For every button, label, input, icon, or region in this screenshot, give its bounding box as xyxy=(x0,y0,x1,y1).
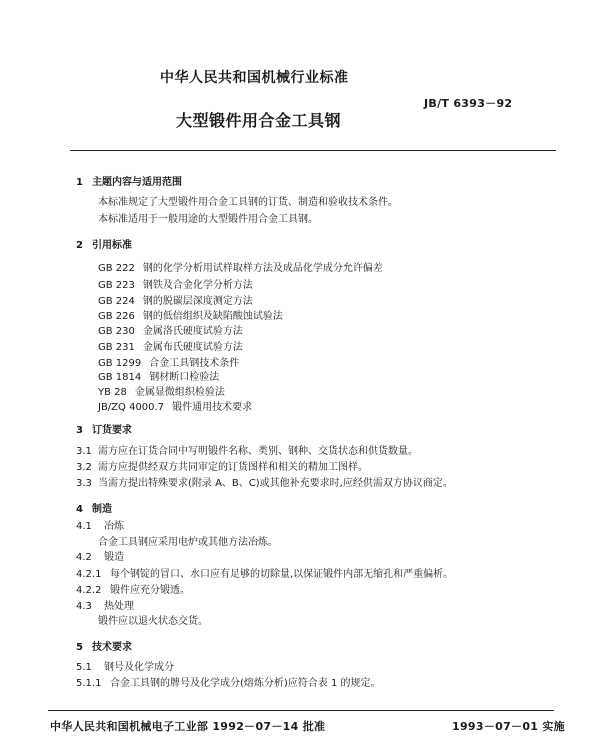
reference-item xyxy=(98,322,243,337)
reference-item xyxy=(98,338,243,353)
footer-divider xyxy=(48,710,554,711)
reference-item xyxy=(98,276,253,291)
subsection-title: 热处理 xyxy=(104,601,134,612)
clause-item xyxy=(76,445,418,459)
document-title: 大型锻件用合金工具钢 xyxy=(176,111,342,130)
clause-text: 当需方提出特殊要求(附录 A、B、C)或其他补充要求时,应经供需双方协议商定。 xyxy=(98,478,453,489)
approval-note: 中华人民共和国机械电子工业部 1992－07－14 批准 xyxy=(50,720,326,733)
section-title: 订货要求 xyxy=(92,425,132,436)
section-2-heading xyxy=(76,236,132,251)
section-5-heading xyxy=(76,638,132,653)
section-title: 制造 xyxy=(92,504,112,515)
subsection-title: 锻造 xyxy=(104,552,124,563)
reference-title: 金属布氏硬度试验方法 xyxy=(142,342,243,353)
reference-item xyxy=(98,368,219,383)
subsection-title: 钢号及化学成分 xyxy=(104,662,174,673)
standard-number: JB/T 6393－92 xyxy=(424,97,513,110)
clause-number: 3.2 xyxy=(76,462,92,473)
reference-code: GB 223 xyxy=(98,280,135,291)
clause-text: 需方应在订货合同中写明锻件名称、类别、钢种、交货状态和供货数量。 xyxy=(98,446,418,457)
clause-item xyxy=(76,677,381,691)
section-number: 3 xyxy=(76,425,83,436)
clause-number: 4.2.2 xyxy=(76,585,102,596)
clause-item xyxy=(76,568,453,582)
reference-title: 合金工具钢技术条件 xyxy=(149,358,240,369)
reference-title: 钢的脱碳层深度测定方法 xyxy=(142,296,253,307)
reference-item xyxy=(98,307,283,322)
clause-number: 5.1 xyxy=(76,662,92,673)
clause-text: 合金工具钢的牌号及化学成分(熔炼分析)应符合表 1 的规定。 xyxy=(110,678,381,689)
clause-number: 4.3 xyxy=(76,601,92,612)
subsection-heading xyxy=(76,551,124,565)
reference-item xyxy=(98,383,225,398)
clause-text: 需方应提供经双方共同审定的订货图样和相关的精加工图样。 xyxy=(98,462,368,473)
subsection-heading xyxy=(76,600,134,614)
reference-title: 钢材断口检验法 xyxy=(149,372,220,383)
clause-item xyxy=(76,461,368,475)
subsection-title: 冶炼 xyxy=(104,521,124,532)
reference-code: GB 226 xyxy=(98,311,135,322)
issuer-name: 中华人民共和国机械行业标准 xyxy=(160,70,349,86)
section-title: 主题内容与适用范围 xyxy=(92,177,182,188)
reference-title: 钢的低倍组织及缺陷酸蚀试验法 xyxy=(142,311,283,322)
section-number: 4 xyxy=(76,504,83,515)
reference-item xyxy=(98,292,253,307)
reference-code: GB 1299 xyxy=(98,358,142,369)
section-4-heading xyxy=(76,500,112,515)
reference-title: 钢的化学分析用试样取样方法及成品化学成分允许偏差 xyxy=(142,263,383,274)
reference-item xyxy=(98,398,252,413)
header-divider xyxy=(70,150,556,151)
clause-number: 4.1 xyxy=(76,521,92,532)
clause-number: 3.3 xyxy=(76,478,92,489)
section-title: 技术要求 xyxy=(92,642,132,653)
paragraph: 本标准规定了大型锻件用合金工具钢的订货、制造和验收技术条件。 xyxy=(98,197,398,208)
paragraph: 本标准适用于一般用途的大型锻件用合金工具钢。 xyxy=(98,214,318,225)
reference-code: GB 1814 xyxy=(98,372,142,383)
clause-number: 5.1.1 xyxy=(76,678,102,689)
section-number: 2 xyxy=(76,240,83,251)
reference-code: GB 230 xyxy=(98,326,135,337)
section-3-heading xyxy=(76,421,132,436)
reference-title: 金属洛氏硬度试验方法 xyxy=(142,326,243,337)
subsection-heading xyxy=(76,661,174,675)
reference-title: 锻件通用技术要求 xyxy=(172,402,253,413)
section-title: 引用标准 xyxy=(92,240,132,251)
reference-code: GB 224 xyxy=(98,296,135,307)
implementation-date: 1993－07－01 实施 xyxy=(452,720,565,733)
section-number: 5 xyxy=(76,642,83,653)
clause-number: 4.2 xyxy=(76,552,92,563)
section-1-heading xyxy=(76,173,182,188)
subsection-heading xyxy=(76,520,124,534)
clause-number: 3.1 xyxy=(76,446,92,457)
section-number: 1 xyxy=(76,177,83,188)
reference-code: GB 231 xyxy=(98,342,135,353)
paragraph: 锻件应以退火状态交货。 xyxy=(98,616,208,627)
reference-title: 金属显微组织检验法 xyxy=(134,387,225,398)
clause-text: 锻件应充分锻透。 xyxy=(110,585,190,596)
reference-item xyxy=(98,259,383,274)
clause-number: 4.2.1 xyxy=(76,569,102,580)
clause-item xyxy=(76,477,453,491)
paragraph: 合金工具钢应采用电炉或其他方法冶炼。 xyxy=(98,537,278,548)
reference-item xyxy=(98,354,239,369)
reference-code: GB 222 xyxy=(98,263,135,274)
reference-code: JB/ZQ 4000.7 xyxy=(98,402,165,413)
clause-text: 每个钢锭的冒口、水口应有足够的切除量,以保证锻件内部无缩孔和严重偏析。 xyxy=(110,569,454,580)
reference-code: YB 28 xyxy=(98,387,127,398)
reference-title: 钢铁及合金化学分析方法 xyxy=(142,280,253,291)
clause-item xyxy=(76,584,190,598)
